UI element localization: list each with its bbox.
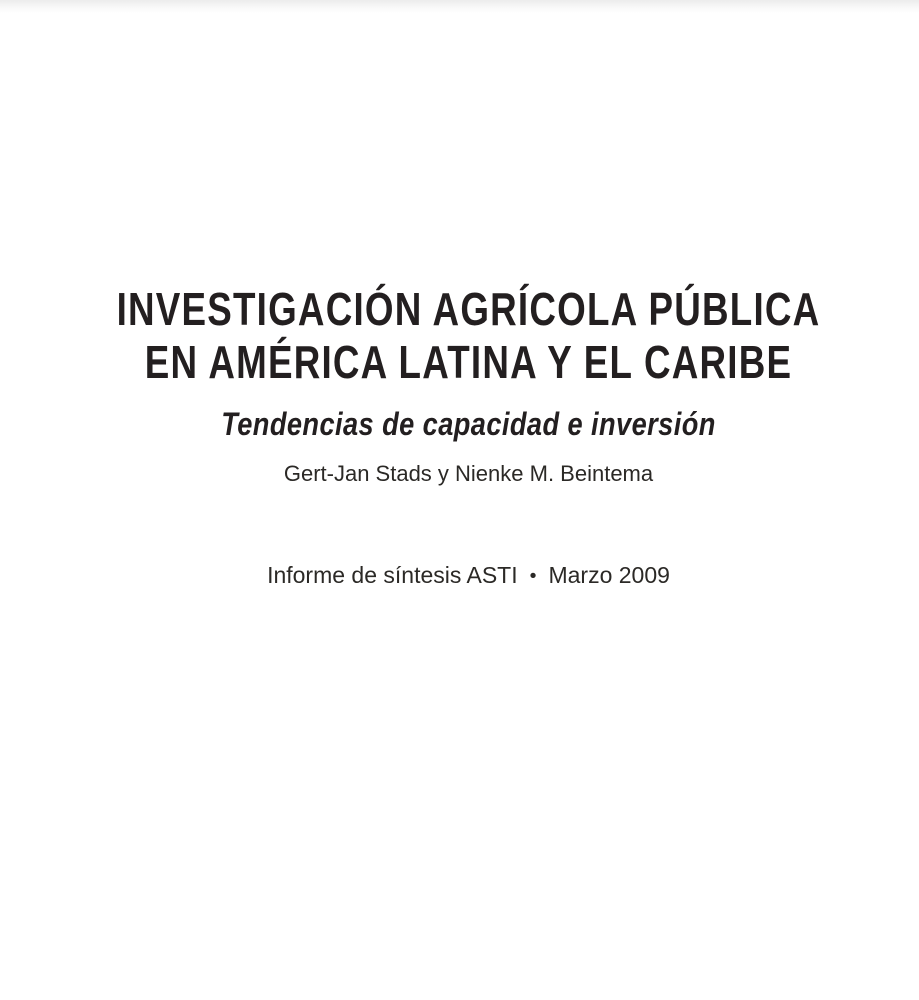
- report-title-line1: INVESTIGACIÓN AGRÍCOLA PÚBLICA: [116, 283, 821, 335]
- cover-content: [18, 0, 919, 590]
- bullet-separator-icon: •: [529, 565, 537, 587]
- report-title: [108, 283, 829, 389]
- imprint-series: Informe de síntesis ASTI: [267, 562, 518, 588]
- report-title-line2: EN AMÉRICA LATINA Y EL CARIBE: [144, 336, 793, 388]
- report-imprint-line: [18, 561, 919, 590]
- report-authors: Gert-Jan Stads y Nienke M. Beintema: [283, 461, 654, 486]
- imprint-date: Marzo 2009: [548, 562, 670, 588]
- report-subtitle: Tendencias de capacidad e inversión: [221, 406, 716, 442]
